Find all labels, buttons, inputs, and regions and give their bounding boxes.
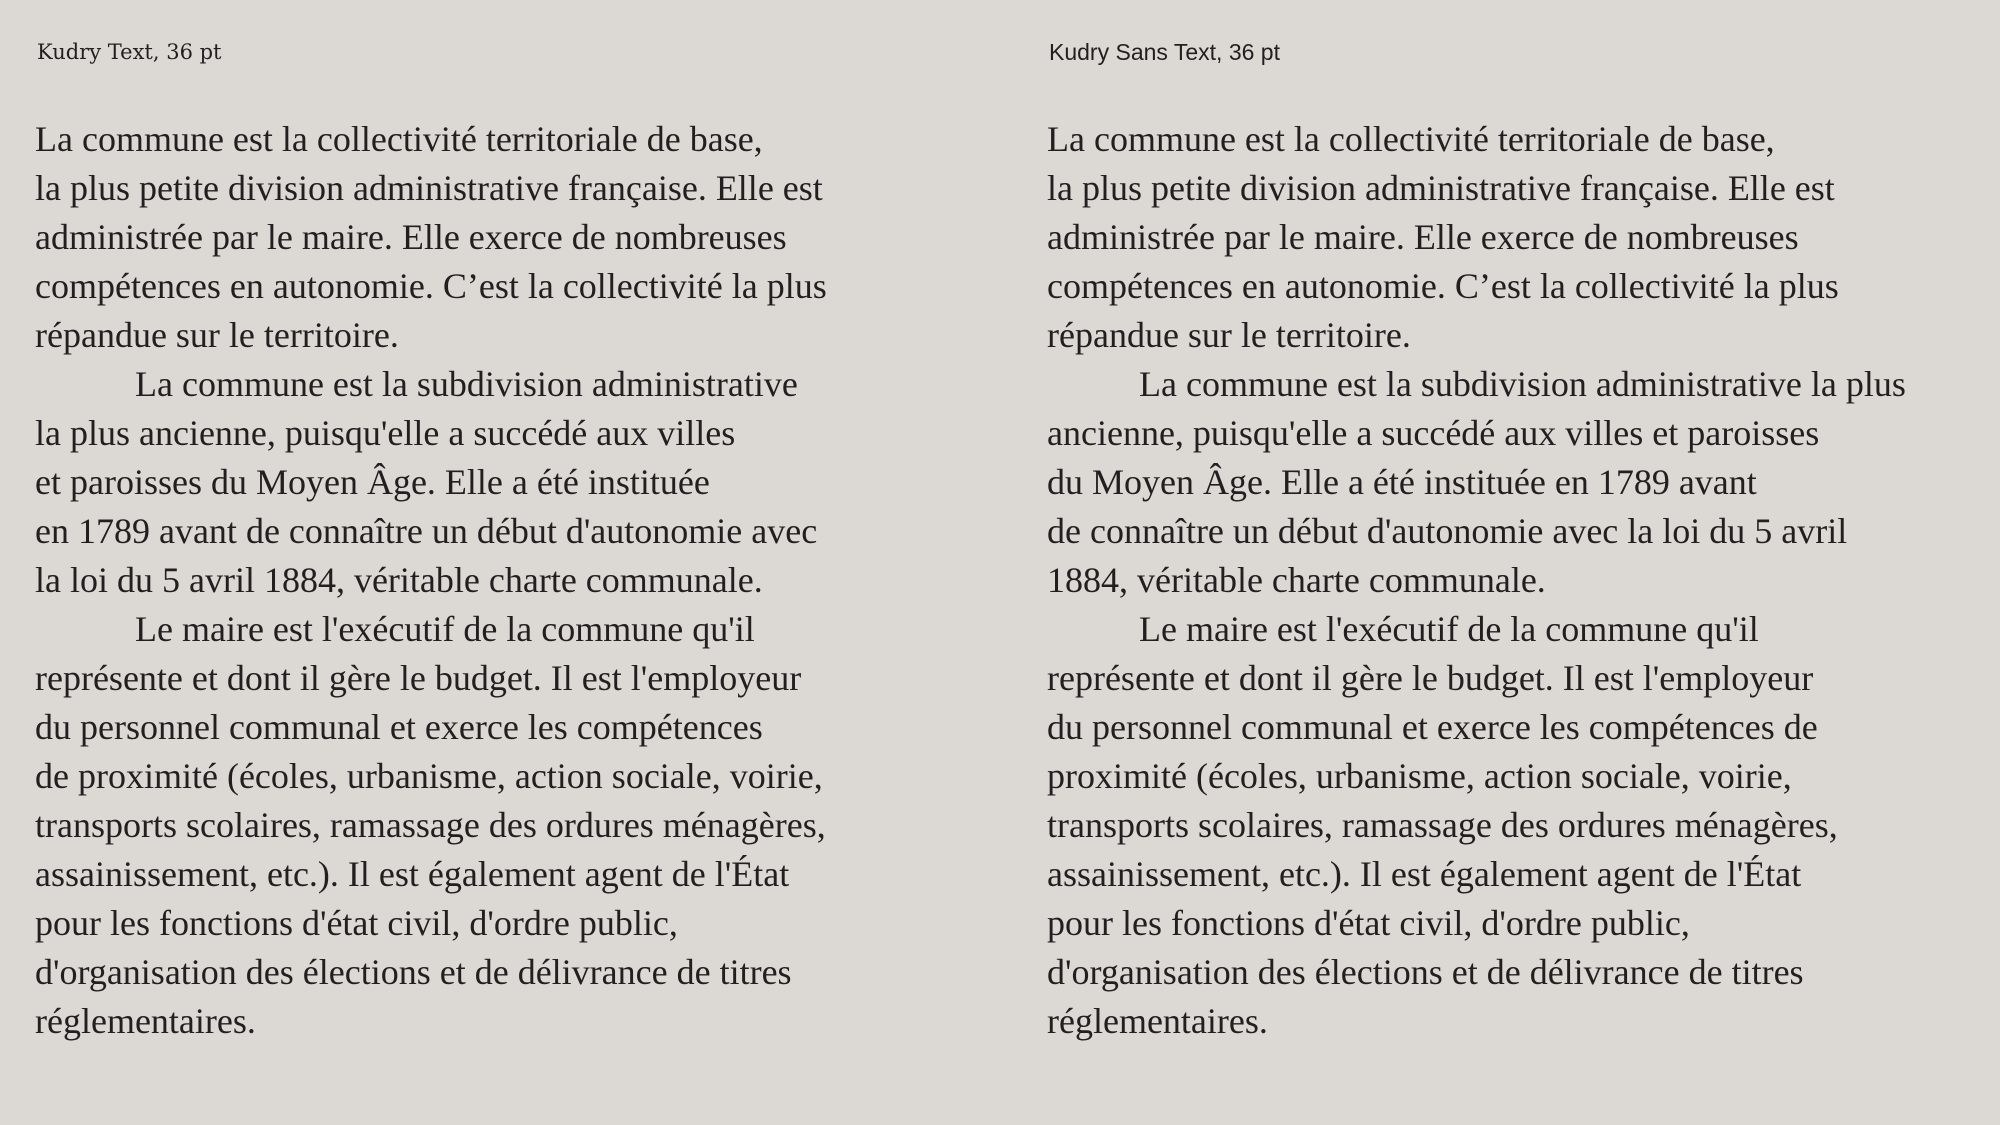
text-line: d'organisation des élections et de délivrance de titres	[35, 952, 792, 992]
specimen-caption: Kudry Sans Text, 36 pt	[1049, 39, 1280, 65]
text-line: réglementaires.	[1047, 1001, 1268, 1041]
text-line: la plus petite division administrative française. Elle est	[1047, 168, 1835, 208]
text-line: de connaître un début d'autonomie avec la loi du 5 avril	[1047, 511, 1848, 551]
text-line-indented: Le maire est l'exécutif de la commune qu'il	[135, 609, 755, 649]
text-line: la plus ancienne, puisqu'elle a succédé aux villes	[35, 413, 736, 453]
text-line: et paroisses du Moyen Âge. Elle a été instituée	[35, 462, 710, 502]
text-line: répandue sur le territoire.	[1047, 315, 1411, 355]
text-line: la loi du 5 avril 1884, véritable charte communale.	[35, 560, 763, 600]
text-line: de proximité (écoles, urbanisme, action sociale, voirie,	[35, 756, 823, 796]
text-line-indented: La commune est la subdivision administrative la plus	[1139, 364, 1906, 404]
specimen-caption: Kudry Text, 36 pt	[37, 40, 222, 64]
text-line: 1884, véritable charte communale.	[1047, 560, 1546, 600]
specimen-text	[1047, 115, 1906, 1046]
specimen-text	[35, 115, 827, 1046]
text-line: compétences en autonomie. C’est la collectivité la plus	[35, 266, 827, 306]
text-line: transports scolaires, ramassage des ordures ménagères,	[1047, 805, 1838, 845]
text-line: du personnel communal et exerce les compétences de	[1047, 707, 1818, 747]
text-line: représente et dont il gère le budget. Il est l'employeur	[1047, 658, 1814, 698]
text-line: La commune est la collectivité territoriale de base,	[35, 119, 763, 159]
text-line-indented: La commune est la subdivision administrative	[135, 364, 798, 404]
text-line: transports scolaires, ramassage des ordures ménagères,	[35, 805, 826, 845]
text-line: ancienne, puisqu'elle a succédé aux villes et paroisses	[1047, 413, 1820, 453]
text-line-indented: Le maire est l'exécutif de la commune qu'il	[1139, 609, 1759, 649]
text-line: réglementaires.	[35, 1001, 256, 1041]
text-line: répandue sur le territoire.	[35, 315, 399, 355]
text-line: La commune est la collectivité territoriale de base,	[1047, 119, 1775, 159]
text-line: compétences en autonomie. C’est la collectivité la plus	[1047, 266, 1839, 306]
text-line: pour les fonctions d'état civil, d'ordre public,	[35, 903, 678, 943]
text-line: administrée par le maire. Elle exerce de nombreuses	[1047, 217, 1799, 257]
text-line: administrée par le maire. Elle exerce de nombreuses	[35, 217, 787, 257]
text-line: pour les fonctions d'état civil, d'ordre public,	[1047, 903, 1690, 943]
text-line: du Moyen Âge. Elle a été instituée en 1789 avant	[1047, 462, 1757, 502]
text-line: du personnel communal et exerce les compétences	[35, 707, 763, 747]
text-line: représente et dont il gère le budget. Il est l'employeur	[35, 658, 802, 698]
text-line: la plus petite division administrative française. Elle est	[35, 168, 823, 208]
text-line: assainissement, etc.). Il est également agent de l'État	[1047, 854, 1802, 894]
text-line: assainissement, etc.). Il est également agent de l'État	[35, 854, 790, 894]
text-line: d'organisation des élections et de délivrance de titres	[1047, 952, 1804, 992]
text-line: en 1789 avant de connaître un début d'autonomie avec	[35, 511, 818, 551]
text-line: proximité (écoles, urbanisme, action sociale, voirie,	[1047, 756, 1792, 796]
